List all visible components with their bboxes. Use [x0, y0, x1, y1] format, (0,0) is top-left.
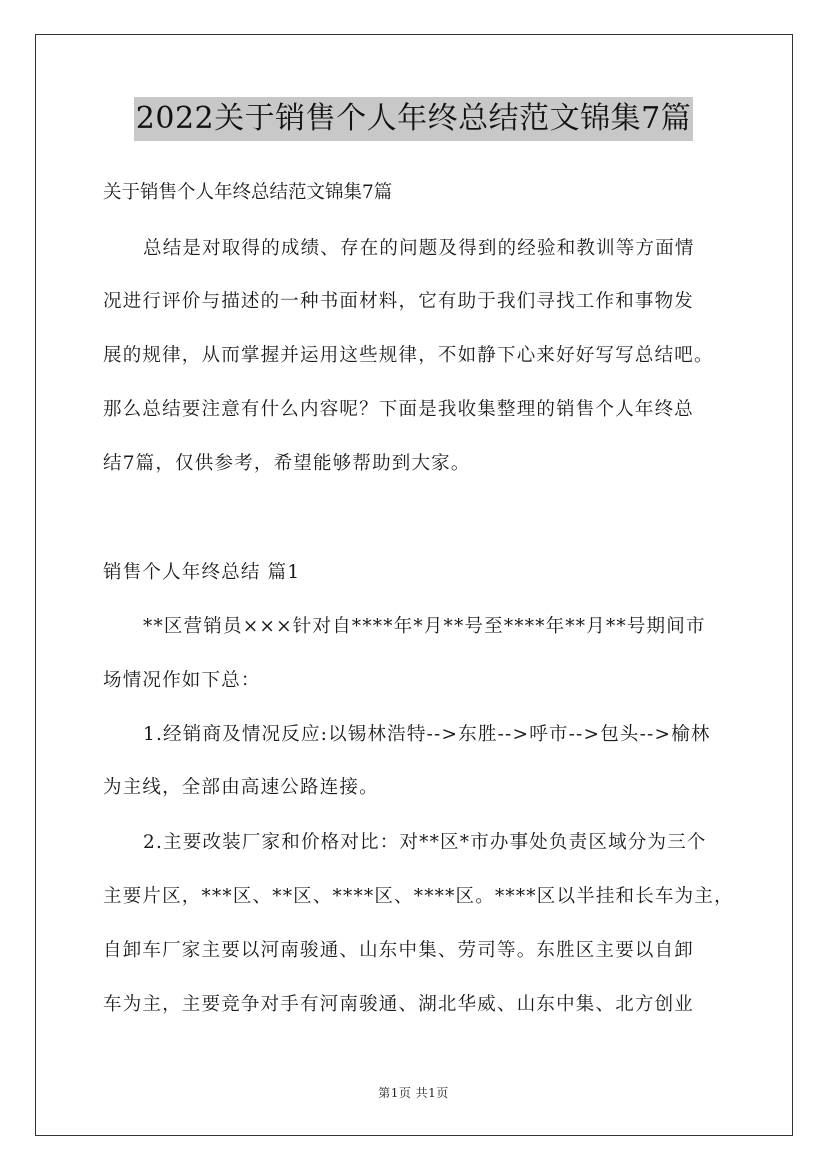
body-line: 为主线，全部由高速公路连接。 [103, 777, 379, 798]
body-line: 车为主，主要竞争对手有河南骏通、湖北华威、山东中集、北方创业 [103, 994, 695, 1015]
intro-line: 况进行评价与描述的一种书面材料，它有助于我们寻找工作和事物发 [103, 291, 695, 312]
document-subtitle: 关于销售个人年终总结范文锦集7篇 [103, 182, 393, 203]
section-heading: 销售个人年终总结 篇1 [103, 562, 301, 583]
title-container [0, 97, 827, 141]
intro-line: 展的规律，从而掌握并运用这些规律，不如静下心来好好写写总结吧。 [103, 345, 714, 366]
body-line: 1.经销商及情况反应:以锡林浩特-->东胜-->呼市-->包头-->榆林 [143, 724, 711, 745]
intro-line: 那么总结要注意有什么内容呢？下面是我收集整理的销售个人年终总 [103, 399, 695, 420]
body-line: 场情况作如下总： [103, 670, 261, 691]
page-footer: 第1页 共1页 [378, 1086, 449, 1100]
body-line: 自卸车厂家主要以河南骏通、山东中集、劳司等。东胜区主要以自卸 [103, 940, 695, 961]
intro-line: 总结是对取得的成绩、存在的问题及得到的经验和教训等方面情 [143, 238, 695, 259]
body-line: 2.主要改装厂家和价格对比：对**区*市办事处负责区域分为三个 [143, 832, 707, 853]
body-line: **区营销员×××针对自****年*月**号至****年**月**号期间市 [143, 616, 706, 637]
intro-line: 结7篇，仅供参考，希望能够帮助到大家。 [103, 453, 471, 474]
body-line: 主要片区，***区、**区、****区、****区。****区以半挂和长车为主， [103, 886, 734, 907]
document-title: 2022关于销售个人年终总结范文锦集7篇 [134, 97, 693, 141]
